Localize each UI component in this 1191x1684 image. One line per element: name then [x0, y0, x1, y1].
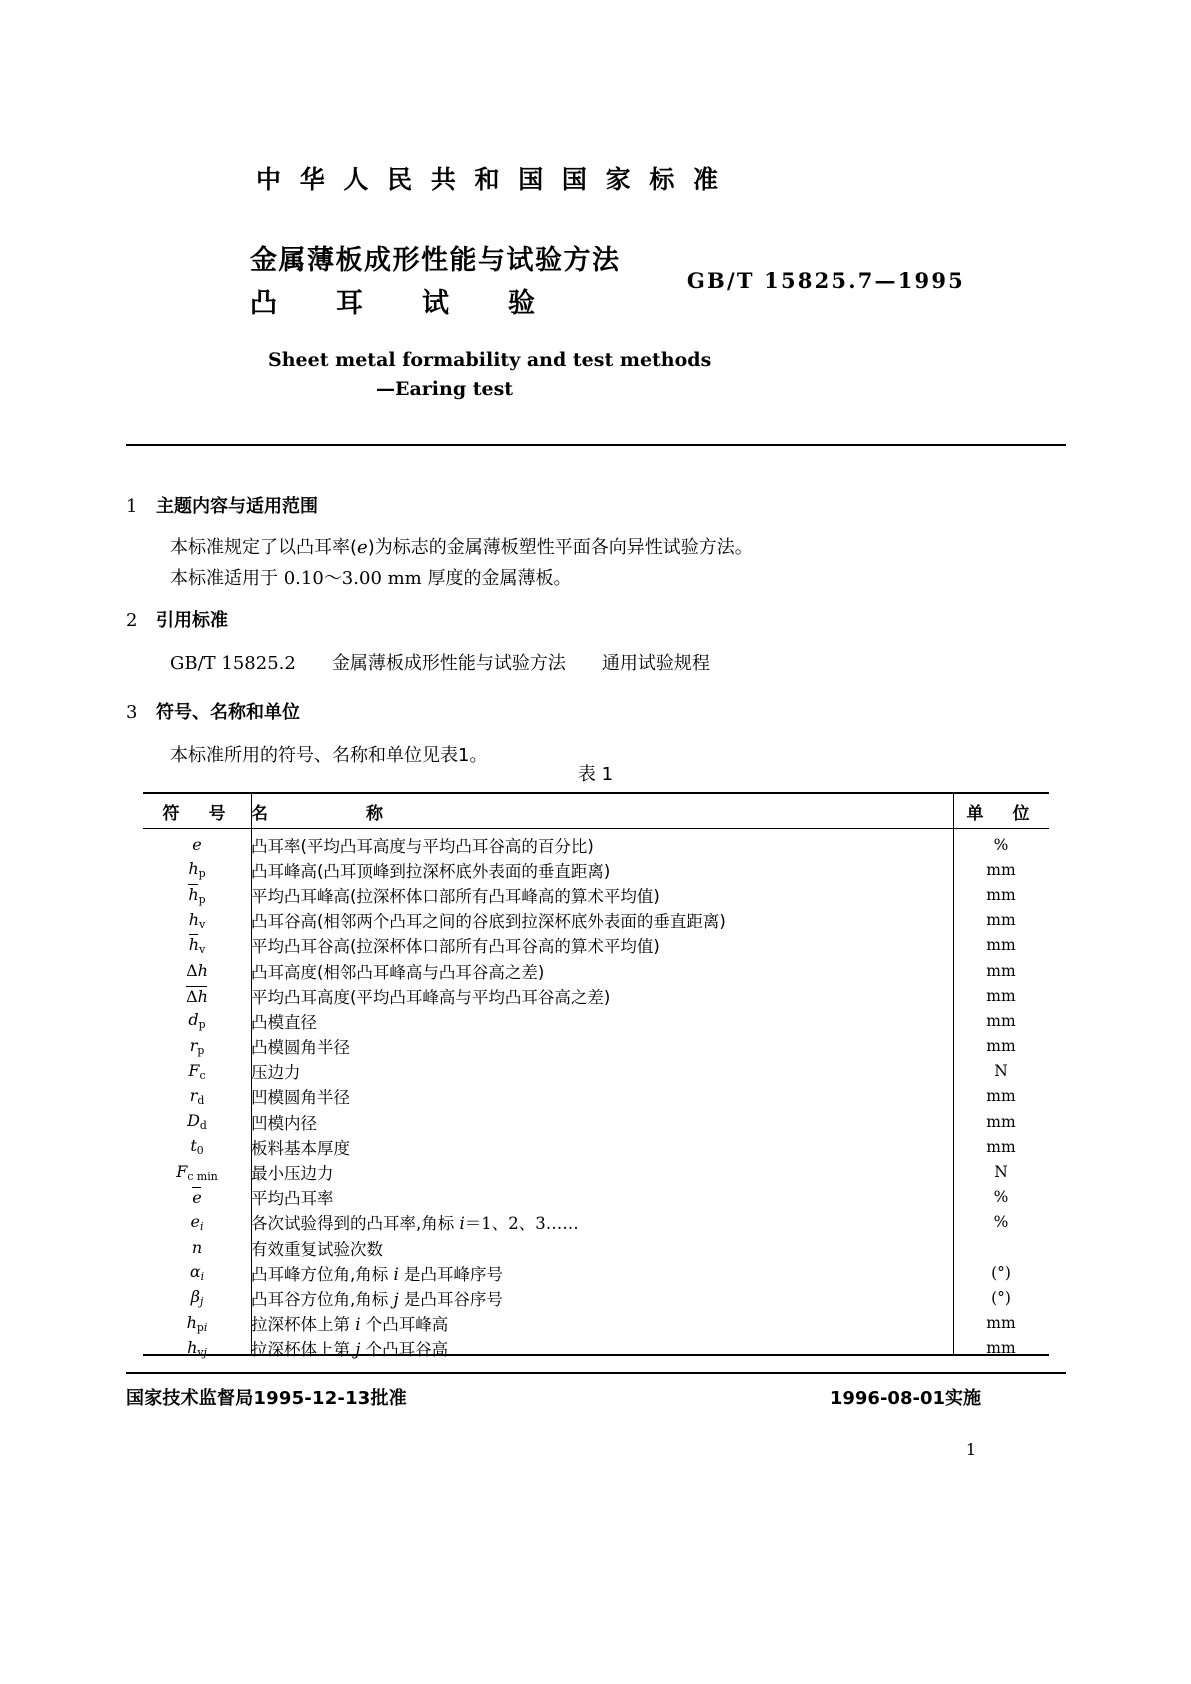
section-3-paragraph-1: 本标准所用的符号、名称和单位见表1。	[170, 745, 488, 766]
subtitle-char-2: 耳	[336, 288, 365, 319]
table-row	[143, 882, 1049, 907]
cell-symbol: n	[191, 1238, 203, 1258]
cell-name: 凹模内径	[251, 1113, 317, 1133]
footer-implementation: 1996-08-01实施	[829, 1388, 981, 1409]
cell-unit: mm	[986, 1314, 1016, 1333]
cell-unit: %	[993, 1213, 1009, 1232]
masthead-national-standard: 中 华 人 民 共 和 国 国 家 标 准	[256, 165, 724, 194]
cell-unit: mm	[986, 961, 1016, 980]
table-row	[143, 933, 1049, 958]
cell-name: 凸耳高度(相邻凸耳峰高与凸耳谷高之差)	[251, 962, 545, 982]
cell-unit: %	[993, 835, 1009, 854]
table-row	[143, 857, 1049, 882]
column-header-unit: 单 位	[953, 793, 1049, 829]
table-row	[143, 1235, 1049, 1260]
table-row	[143, 908, 1049, 933]
cell-symbol: $t_0$	[190, 1136, 204, 1158]
cell-name: 凸模直径	[251, 1012, 317, 1032]
table-row	[143, 1008, 1049, 1033]
cell-name: 凸耳谷方位角,角标 j 是凸耳谷序号	[251, 1289, 503, 1309]
cell-symbol: $h_p$	[188, 859, 206, 881]
symbols-table-wrapper	[143, 792, 1049, 1361]
table-caption: 表 1	[577, 764, 614, 785]
column-header-name: 名 称	[251, 793, 953, 829]
cell-name: 凸耳峰方位角,角标 i 是凸耳峰序号	[251, 1264, 504, 1284]
section-1-paragraph-2: 本标准适用于 0.10～3.00 mm 厚度的金属薄板。	[170, 568, 572, 589]
symbols-table-body	[143, 829, 1049, 1361]
cell-name: 各次试验得到的凸耳率,角标 i＝1、2、3……	[251, 1214, 579, 1234]
cell-unit: %	[993, 1188, 1009, 1207]
section-number-3: 3	[126, 702, 138, 723]
cell-unit: mm	[986, 1112, 1016, 1131]
section-number-1: 1	[126, 496, 138, 517]
cell-symbol: Δh	[186, 986, 208, 1006]
cell-symbol: $F_{c min}$	[176, 1161, 218, 1183]
cell-name: 拉深杯体上第 i 个凸耳峰高	[251, 1315, 449, 1335]
cell-name: 凸耳率(平均凸耳高度与平均凸耳谷高的百分比)	[251, 836, 594, 856]
cell-name: 平均凸耳峰高(拉深杯体口部所有凸耳峰高的算术平均值)	[251, 886, 660, 906]
section-1-paragraph-1: 本标准规定了以凸耳率(e)为标志的金属薄板塑性平面各向异性试验方法。	[170, 537, 753, 558]
subtitle-char-3: 试	[422, 288, 451, 319]
cell-name: 压边力	[251, 1063, 301, 1083]
cell-symbol: $D_d$	[187, 1111, 207, 1133]
cell-name: 最小压边力	[251, 1164, 334, 1184]
section-heading-2	[126, 606, 228, 632]
cell-name: 凹模圆角半径	[251, 1088, 350, 1108]
cell-symbol: $h_{vj}$	[187, 1337, 207, 1359]
cell-symbol: $h_{pi}$	[186, 1312, 208, 1334]
cell-unit: mm	[986, 1011, 1016, 1030]
cell-symbol: Δh	[186, 961, 208, 981]
table-row	[143, 958, 1049, 983]
cell-unit: (°)	[991, 1288, 1011, 1307]
standard-number: GB/T 15825.7—1995	[686, 268, 965, 293]
section-heading-3	[126, 698, 300, 724]
cell-name: 板料基本厚度	[251, 1138, 350, 1158]
cell-name: 平均凸耳谷高(拉深杯体口部所有凸耳谷高的算术平均值)	[251, 937, 660, 957]
cell-name: 拉深杯体上第 j 个凸耳谷高	[251, 1340, 449, 1360]
cell-unit: mm	[986, 1339, 1016, 1358]
header-divider	[126, 444, 1066, 446]
section-title-1: 主题内容与适用范围	[156, 496, 318, 517]
cell-symbol: $r_p$	[189, 1035, 205, 1057]
section-heading-1	[126, 492, 318, 518]
cell-symbol: $\beta_j$	[190, 1287, 204, 1309]
document-subtitle-chinese	[250, 284, 670, 324]
section-title-2: 引用标准	[156, 610, 228, 631]
subtitle-char-1: 凸	[250, 288, 279, 319]
cell-name: 凸模圆角半径	[251, 1038, 350, 1058]
table-row	[143, 1034, 1049, 1059]
document-title-chinese: 金属薄板成形性能与试验方法	[250, 245, 621, 276]
cell-name: 平均凸耳高度(平均凸耳峰高与平均凸耳谷高之差)	[251, 987, 611, 1007]
table-row	[143, 1159, 1049, 1184]
table-row	[143, 1059, 1049, 1084]
english-title-sub: —Earing test	[376, 378, 514, 400]
english-title-main: Sheet metal formability and test methods	[268, 349, 712, 371]
table-row	[143, 983, 1049, 1008]
table-header-row	[143, 793, 1049, 829]
cell-symbol: $\alpha_i$	[189, 1262, 205, 1284]
table-row	[143, 1109, 1049, 1134]
footer-divider	[126, 1372, 1066, 1374]
symbols-table	[143, 792, 1049, 1361]
table-row	[143, 1260, 1049, 1285]
table-row	[143, 1210, 1049, 1235]
table-vertical-rule-left	[251, 792, 252, 1354]
cell-symbol: $h_v$	[188, 909, 206, 931]
cell-symbol: $e_i$	[190, 1211, 204, 1233]
table-vertical-rule-right	[953, 792, 954, 1354]
table-row	[143, 1185, 1049, 1210]
cell-unit: mm	[986, 911, 1016, 930]
section-title-3: 符号、名称和单位	[156, 702, 300, 723]
cell-symbol: $h_p$	[188, 884, 206, 906]
table-row	[143, 1134, 1049, 1159]
table-row	[143, 829, 1049, 858]
english-title-block	[268, 346, 908, 404]
cell-unit: mm	[986, 1087, 1016, 1106]
cell-symbol: $d_p$	[188, 1010, 206, 1032]
column-header-symbol: 符 号	[143, 793, 251, 829]
table-row	[143, 1285, 1049, 1310]
cell-symbol: $r_d$	[189, 1085, 205, 1107]
table-row	[143, 1311, 1049, 1336]
table-row	[143, 1336, 1049, 1361]
table-bottom-border	[143, 1354, 1049, 1356]
cell-name: 凸耳谷高(相邻两个凸耳之间的谷底到拉深杯底外表面的垂直距离)	[251, 912, 726, 932]
cell-symbol: $F_c$	[188, 1060, 206, 1082]
section-2-paragraph-1: GB/T 15825.2 金属薄板成形性能与试验方法 通用试验规程	[170, 653, 710, 674]
cell-unit: N	[994, 1062, 1008, 1081]
table-row	[143, 1084, 1049, 1109]
cell-unit: mm	[986, 1137, 1016, 1156]
page-number: 1	[965, 1440, 976, 1459]
cell-unit: mm	[986, 936, 1016, 955]
section-number-2: 2	[126, 610, 138, 631]
cell-symbol: $h_v$	[188, 935, 206, 957]
cell-name: 有效重复试验次数	[251, 1239, 383, 1259]
cell-symbol: e	[192, 1188, 202, 1208]
cell-unit: N	[994, 1163, 1008, 1182]
cell-unit: (°)	[991, 1263, 1011, 1282]
cell-name: 凸耳峰高(凸耳顶峰到拉深杯底外表面的垂直距离)	[251, 861, 611, 881]
cell-name: 平均凸耳率	[251, 1189, 334, 1209]
cell-symbol: e	[192, 835, 202, 855]
cell-unit	[953, 1235, 1049, 1260]
title-block	[250, 244, 670, 324]
cell-unit: mm	[986, 1037, 1016, 1056]
cell-unit: mm	[986, 885, 1016, 904]
footer-approval: 国家技术监督局1995-12-13批准	[126, 1388, 407, 1409]
subtitle-char-4: 验	[508, 288, 537, 319]
symbols-table-head	[143, 793, 1049, 829]
cell-unit: mm	[986, 860, 1016, 879]
cell-unit: mm	[986, 986, 1016, 1005]
